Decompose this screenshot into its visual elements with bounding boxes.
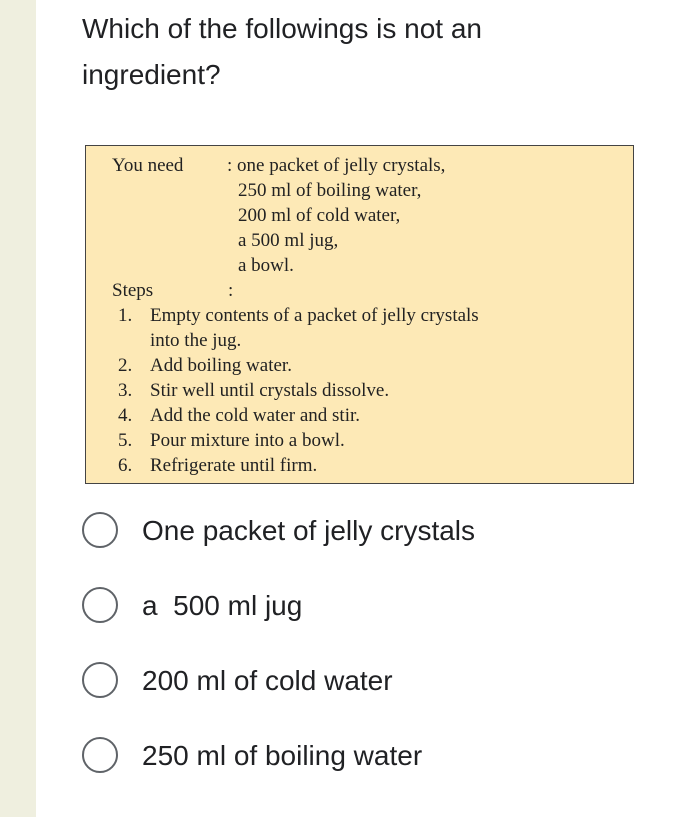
radio-button[interactable]	[82, 587, 118, 623]
step-text: Stir well until crystals dissolve.	[150, 380, 390, 401]
ingredient-line: : one packet of jelly crystals,	[227, 155, 446, 176]
step-number: 4.	[118, 405, 133, 426]
recipe-image	[85, 145, 634, 484]
step-number: 3.	[118, 380, 133, 401]
step-text: Add the cold water and stir.	[150, 405, 361, 426]
ingredient-line: 250 ml of boiling water,	[238, 180, 422, 201]
option-label[interactable]: 250 ml of boiling water	[142, 740, 423, 771]
steps-colon: :	[228, 280, 234, 301]
step-number: 6.	[118, 455, 133, 476]
side-strip	[0, 0, 36, 817]
step-number: 1.	[118, 305, 133, 326]
step-text: Add boiling water.	[150, 355, 292, 376]
radio-button[interactable]	[82, 662, 118, 698]
step-text: Pour mixture into a bowl.	[150, 430, 345, 451]
step-text: Refrigerate until firm.	[150, 455, 318, 476]
option-label[interactable]: a 500 ml jug	[142, 590, 303, 621]
question-title: Which of the followings is not an ingredient?	[82, 13, 482, 90]
step-number: 5.	[118, 430, 133, 451]
option-500ml-jug[interactable]	[80, 570, 620, 640]
radio-button[interactable]	[82, 737, 118, 773]
step-text: into the jug.	[150, 330, 242, 351]
ingredient-line: a 500 ml jug,	[238, 230, 339, 251]
radio-button[interactable]	[82, 512, 118, 548]
option-label[interactable]: One packet of jelly crystals	[142, 515, 476, 546]
option-one-packet[interactable]	[80, 495, 620, 565]
step-number: 2.	[118, 355, 133, 376]
option-label[interactable]: 200 ml of cold water	[142, 665, 393, 696]
you-need-label: You need	[112, 155, 184, 176]
step-text: Empty contents of a packet of jelly crystals	[150, 305, 479, 326]
option-boiling-water[interactable]	[80, 720, 620, 790]
ingredient-line: 200 ml of cold water,	[238, 205, 401, 226]
option-cold-water[interactable]	[80, 645, 620, 715]
steps-label: Steps	[112, 280, 154, 301]
ingredient-line: a bowl.	[238, 255, 294, 276]
